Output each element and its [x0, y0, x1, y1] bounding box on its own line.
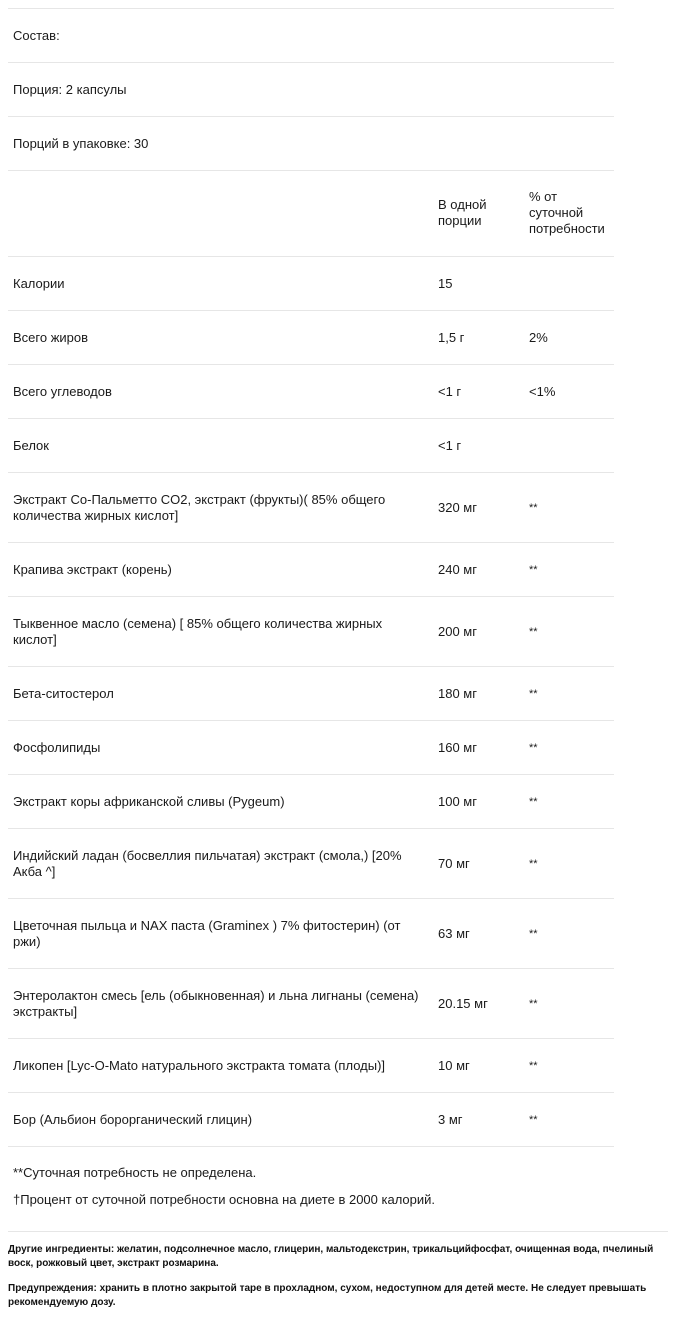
footnote-no-daily-value: **Суточная потребность не определена. — [13, 1165, 257, 1180]
table-row — [8, 310, 614, 364]
nutrient-amount: 3 мг — [438, 1112, 463, 1127]
nutrient-amount: 20.15 мг — [438, 996, 488, 1011]
nutrient-name: Индийский ладан (босвеллия пильчатая) экстракт (смола,) [20% Акба ^] — [13, 847, 402, 879]
other-info — [8, 1231, 668, 1321]
nutrient-name: Ликопен [Lyc-O-Mato натурального экстракта томата (плоды)] — [13, 1057, 386, 1073]
per-serving-header: В одной порции — [438, 197, 487, 228]
composition-label: Состав: — [13, 28, 60, 43]
nutrient-name: Тыквенное масло (семена) [ 85% общего количества жирных кислот] — [13, 615, 383, 647]
nutrient-name: Бор (Альбион борорганический глицин) — [13, 1111, 253, 1127]
serving-size-label: Порция: 2 капсулы — [13, 82, 127, 97]
nutrient-daily-value: ** — [529, 501, 538, 514]
nutrient-amount: 63 мг — [438, 926, 470, 941]
nutrient-daily-value: ** — [529, 563, 538, 576]
nutrient-amount: <1 г — [438, 438, 462, 453]
nutrient-name: Крапива экстракт (корень) — [13, 561, 172, 577]
table-row — [8, 898, 614, 968]
table-row — [8, 720, 614, 774]
nutrient-name: Калории — [13, 275, 65, 291]
nutrient-name: Энтеролактон смесь [ель (обыкновенная) и льна лигнаны (семена) экстракты] — [13, 987, 419, 1019]
table-header-row — [8, 170, 614, 256]
nutrient-name: Всего углеводов — [13, 383, 112, 399]
table-row — [8, 1092, 614, 1146]
nutrient-daily-value: ** — [529, 997, 538, 1010]
nutrient-amount: 15 — [438, 276, 453, 291]
nutrient-daily-value: 2% — [529, 330, 548, 345]
nutrient-name: Бета-ситостерол — [13, 685, 114, 701]
table-row — [8, 968, 614, 1038]
warnings-text: Предупреждения: хранить в плотно закрытой таре в прохладном, сухом, недоступном для детей месте. Не следует превышать рекомендуемую дозу. — [8, 1283, 647, 1308]
nutrient-daily-value: ** — [529, 687, 538, 700]
servings-per-container-row — [8, 116, 614, 170]
table-row — [8, 418, 614, 472]
supplement-facts-table — [8, 8, 614, 1228]
footnotes — [8, 1146, 614, 1228]
table-row — [8, 1038, 614, 1092]
nutrient-name: Экстракт Со-Пальметто CO2, экстракт (фрукты)( 85% общего количества жирных кислот] — [13, 491, 386, 523]
nutrient-daily-value: ** — [529, 857, 538, 870]
nutrient-daily-value: ** — [529, 795, 538, 808]
table-row — [8, 596, 614, 666]
daily-value-header: % от суточной потребности — [529, 189, 605, 236]
nutrient-name: Белок — [13, 437, 49, 453]
table-row — [8, 542, 614, 596]
other-ingredients-text: Другие ингредиенты: желатин, подсолнечное масло, глицерин, мальтодекстрин, трикальцийфосфат, очищенная вода, пчелиный воск, рожковый цвет, экстракт розмарина. — [8, 1244, 654, 1269]
nutrient-daily-value: <1% — [529, 384, 556, 399]
nutrient-name: Всего жиров — [13, 329, 89, 345]
nutrient-name: Фосфолипиды — [13, 739, 101, 755]
table-row — [8, 828, 614, 898]
nutrient-daily-value: ** — [529, 1059, 538, 1072]
nutrient-amount: 1,5 г — [438, 330, 465, 345]
nutrient-daily-value: ** — [529, 741, 538, 754]
nutrient-amount: 180 мг — [438, 686, 477, 701]
servings-per-container-label: Порций в упаковке: 30 — [13, 136, 149, 151]
nutrient-name: Цветочная пыльца и NAX паста (Graminex ) 7% фитостерин) (от ржи) — [13, 917, 401, 949]
nutrient-amount: 320 мг — [438, 500, 477, 515]
nutrient-daily-value: ** — [529, 927, 538, 940]
nutrient-amount: 70 мг — [438, 856, 470, 871]
table-row — [8, 472, 614, 542]
nutrient-amount: 10 мг — [438, 1058, 470, 1073]
nutrient-amount: 200 мг — [438, 624, 477, 639]
table-row — [8, 256, 614, 310]
nutrient-amount: 100 мг — [438, 794, 477, 809]
table-row — [8, 774, 614, 828]
table-row — [8, 666, 614, 720]
nutrient-amount: 160 мг — [438, 740, 477, 755]
nutrient-amount: 240 мг — [438, 562, 477, 577]
nutrient-daily-value: ** — [529, 625, 538, 638]
nutrient-amount: <1 г — [438, 384, 462, 399]
composition-row — [8, 8, 614, 62]
nutrient-daily-value: ** — [529, 1113, 538, 1126]
serving-size-row — [8, 62, 614, 116]
footnote-daily-value-basis: †Процент от суточной потребности основна на диете в 2000 калорий. — [13, 1192, 436, 1207]
nutrient-name: Экстракт коры африканской сливы (Pygeum) — [13, 793, 285, 809]
table-row — [8, 364, 614, 418]
